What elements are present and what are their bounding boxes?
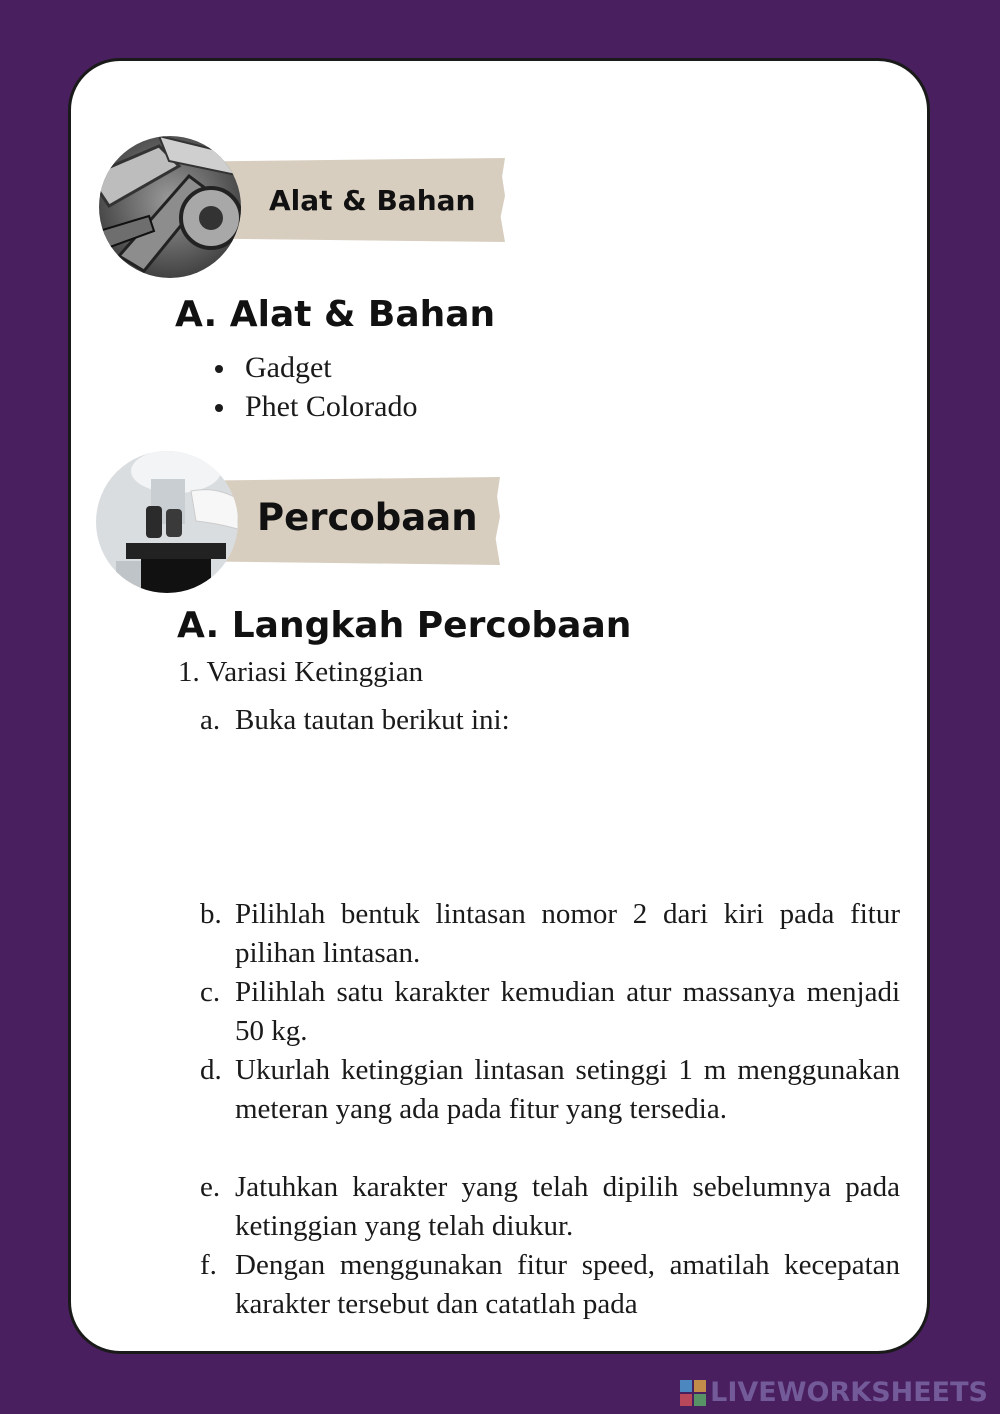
step-text: Buka tautan berikut ini: bbox=[235, 704, 510, 736]
list-item: Phet Colorado bbox=[215, 387, 418, 426]
watermark-text: LIVEWORKSHEETS bbox=[710, 1377, 988, 1408]
step-marker: b. bbox=[200, 898, 222, 930]
step-text: Pilihlah bentuk lintasan nomor 2 dari kiri pada fitur pilihan lintasan. bbox=[235, 898, 900, 969]
experiment-banner-label: Percobaan bbox=[257, 496, 478, 539]
experiment-subtitle: 1. Variasi Ketinggian bbox=[178, 656, 424, 688]
step-text: Ukurlah ketinggian lintasan setinggi 1 m menggunakan meteran yang ada pada fitur yang tersedia. bbox=[235, 1054, 900, 1125]
step-text: Jatuhkan karakter yang telah dipilih sebelumnya pada ketinggian yang telah diukur. bbox=[235, 1171, 900, 1242]
step-text: Pilihlah satu karakter kemudian atur massanya menjadi 50 kg. bbox=[235, 976, 900, 1047]
wrench-photo-icon bbox=[99, 136, 241, 278]
step-marker: a. bbox=[200, 704, 221, 736]
liveworksheets-watermark bbox=[680, 1377, 988, 1408]
tools-banner-label: Alat & Bahan bbox=[269, 184, 476, 217]
step-e bbox=[200, 1168, 900, 1246]
step-marker: d. bbox=[200, 1054, 222, 1086]
list-item: Gadget bbox=[215, 348, 418, 387]
experiment-heading: A. Langkah Percobaan bbox=[177, 605, 632, 646]
tools-heading: A. Alat & Bahan bbox=[175, 294, 496, 335]
tools-list bbox=[215, 348, 418, 426]
step-d bbox=[200, 1051, 900, 1129]
step-f bbox=[200, 1246, 900, 1324]
step-text: Dengan menggunakan fitur speed, amatilah kecepatan karakter tersebut dan catatlah pada bbox=[235, 1249, 900, 1320]
step-c bbox=[200, 973, 900, 1051]
step-b bbox=[200, 895, 900, 973]
microscope-photo-icon bbox=[96, 451, 238, 593]
step-marker: c. bbox=[200, 976, 221, 1008]
step-marker: e. bbox=[200, 1171, 221, 1203]
liveworksheets-logo-icon bbox=[680, 1380, 706, 1406]
step-marker: f. bbox=[200, 1249, 217, 1281]
step-a bbox=[200, 701, 900, 740]
